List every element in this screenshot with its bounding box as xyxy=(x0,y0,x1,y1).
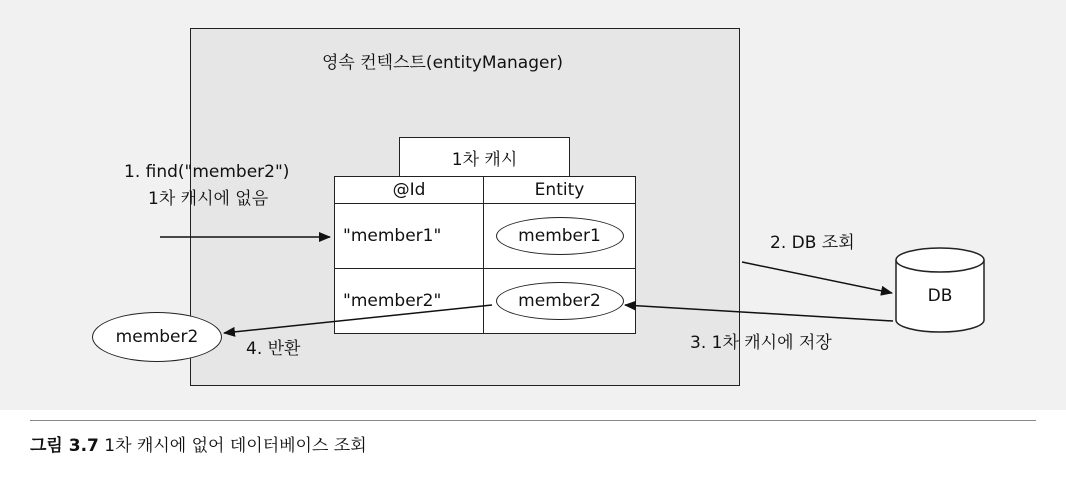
db-query-arrow xyxy=(742,262,892,293)
step4-label: 4. 반환 xyxy=(246,339,301,359)
figure-caption xyxy=(30,431,367,456)
return-arrow xyxy=(224,305,492,333)
db-label: DB xyxy=(927,286,953,306)
row2-id: "member2" xyxy=(335,269,484,334)
row1-entity-ellipse: member1 xyxy=(496,217,624,255)
step1-label-line1: 1. find("member2") xyxy=(124,162,290,182)
cache-label-text: 1차 캐시 xyxy=(451,149,518,170)
row1-id: "member1" xyxy=(335,204,484,269)
store-cache-arrow xyxy=(625,305,893,321)
returned-entity-ellipse xyxy=(92,312,222,362)
header-entity: Entity xyxy=(484,177,636,204)
header-id: @Id xyxy=(335,177,484,204)
caption-divider xyxy=(30,420,1036,421)
persistence-context-title: 영속 컨텍스트(entityManager) xyxy=(322,53,564,73)
row2-entity-ellipse: member2 xyxy=(496,282,624,320)
figure-caption-text: 1차 캐시에 없어 데이터베이스 조회 xyxy=(104,436,367,456)
figure-number: 그림 3.7 xyxy=(30,436,99,456)
returned-entity-label: member2 xyxy=(115,327,199,347)
step1-label-line2: 1차 캐시에 없음 xyxy=(148,189,269,209)
step3-label: 3. 1차 캐시에 저장 xyxy=(690,333,832,353)
step2-label: 2. DB 조회 xyxy=(770,233,855,253)
